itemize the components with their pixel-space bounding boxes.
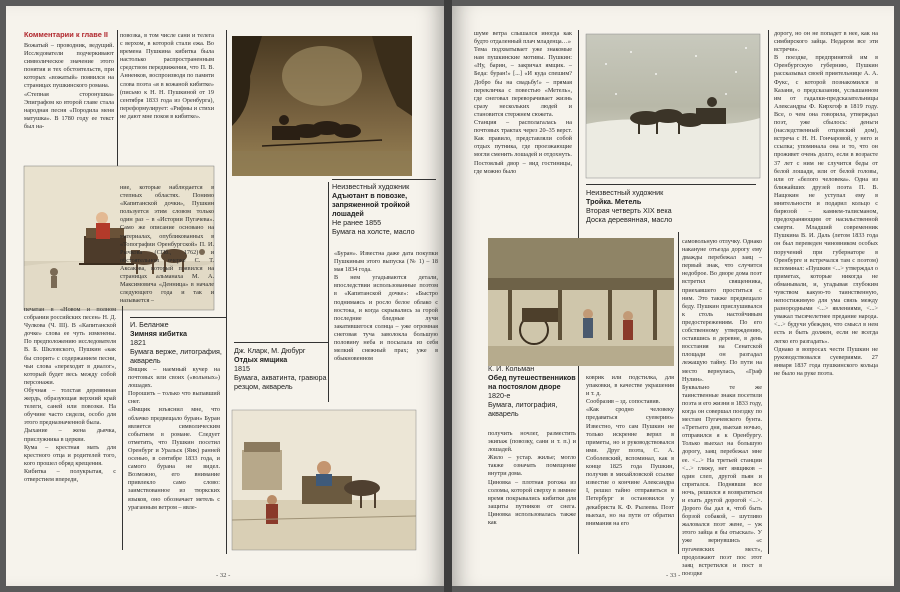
column-rule [768, 30, 769, 554]
right-col2 [586, 374, 674, 554]
left-col3-bottom [128, 366, 220, 554]
caption-technique: Доска деревянная, масло [586, 215, 673, 224]
illustration-coachman-rest [232, 410, 416, 550]
paragraph: Однако в вопросах чести Пушкин не руководствовался суевериями. 27 января 1837 года пушкинского кольца не было на руке поэта. [774, 345, 878, 377]
chapter-heading: Комментарии к главе II [24, 30, 108, 39]
paragraph: «Буран». Известна даже дата покупки Пушкиным этого выпуска (№ 1) – 18 мая 1834 года. [334, 250, 438, 274]
page-number: - 33 - [666, 572, 681, 579]
paragraph: Кибитка – полукрытая, с отверстием впереди, [24, 467, 116, 483]
left-col1-bottom [24, 306, 116, 556]
paragraph: Буквально те же таинственные знаки посетили поэта и его жизни в 1833 году, когда он совершал поездку по местам Пугачевского бунта. «Третьего дня, выехав ночью, отправился я к Оренбургу. Только выехал на большую дорогу, заяц перебежал мне ее. <...> На третьей станции <...> гляжу, нет ямщиков – один слеп, другой пьян и спрятался. Поднявши все ночь, решился я возвратиться и ехать другой дорогой <...>. Дорого бы дал я, чтоб быть борзой собакой, – шутливо жаловался поэт жене, – уж этого зайца я бы отыскал». У уже вернувшись «с пугачевских мест», продолжают поэт пос этот заяц встретился и пост в поездке [682, 383, 762, 577]
caption-author: И. Беланже [130, 320, 169, 329]
paragraph: Вожатый – проводник, ведущий. Исследователи подчеркивают символическое значение этого понятия и тех обстоятельств, при которых «вожатый» появился на страницах пушкинского романа. [24, 42, 114, 90]
caption-year: Не ранее 1855 [332, 218, 382, 227]
paragraph: печатан в «Новом и полном собрании российских песен» Н. Д. Чулкова (Ч. III). В «Капитанской дочке» слова ее чуть изменены. По предположению исследователя В. Б. Шкловского, Пушкин «как бы спорит» с содержанием песни, чьи слова «переходят в диалог», который будет весь между собой персонажи. [24, 306, 116, 386]
caption-title: Тройка. Метель [586, 197, 642, 206]
paragraph: «Как сродно человеку предаваться суеверию» Известно, что сам Пушкин не только искренне верил в приметы, но и руководствовался ими. Друг поэта, С. А. Соболевский, вспоминал, как в конце 1825 года Пушкин, получив в михайловской ссылке известие о кончине Александра I, решил тайно отправиться в Петербург и остановился у декабриста К. Ф. Рылеева. Поэт выехал, но на пути от обратил внимания на его [586, 406, 674, 527]
caption-author: К. И. Кольман [488, 364, 535, 373]
caption-rule [234, 342, 328, 343]
paragraph: «Ямщик изъяснил мне, что облачко предвещало буран» Буран является символическим событием в романе. Следует отметить, что Пушкин посетил Оренбург и Уральск (Яик) ранней осенью, в сентябре 1833 года, и самого бурана не видел. Возможно, его внимание привлекло само слово: заимствованное из тюркских языков, оно обозначает метель с ураганным ветром – явле- [128, 406, 220, 511]
right-col3 [682, 238, 762, 577]
right-page [452, 6, 894, 586]
illustration-troika-blizzard [586, 34, 760, 178]
caption-title: Зимняя кибитка [130, 329, 187, 338]
paragraph: В нем угадываются детали, впоследствии использованные поэтом в «Капитанской дочке»: «Быстро поднимаясь и росло белое облако с востока, и когда скрывались за горой последние бледные лучи закатившегося солнца – уже огромная снеговая туча заволокла большую половину неба и посылала из себя мелкий снежный прах; уже в обыкновенном [334, 274, 438, 363]
left-col2-top [120, 32, 214, 178]
caption-title: Обед путешественников на постоялом дворе [488, 373, 576, 391]
paragraph: Тема подхватывает уже знакомые нам пушкинские мотивы. Пушкин: «Ну, барин, – закричал ямщик. – Беда: буран!» [...] «И куда спешим? Добро бы на свадьбу!» – прямая перекличка с повестью «Метель», где снеговал переворачивает жизнь сразу нескольких людей и становится стержнем сюжета. [474, 46, 572, 118]
caption-technique: Бумага, акватинта, гравюра резцом, акварель [234, 373, 327, 391]
caption-dubourg [234, 346, 328, 391]
paragraph: «Степная сторонушка» Эпиграфом ко второй главе стала народная песня «Породила меня матушка». В 1780 году ее текст был на- [24, 90, 114, 130]
caption-author: Дж. Кларк, М. Дюбург [234, 346, 306, 355]
caption-kolman [488, 364, 580, 418]
caption-year: 1821 [130, 338, 146, 347]
caption-author: Неизвестный художник [586, 188, 664, 197]
caption-year: 1815 [234, 364, 250, 373]
caption-technique: Бумага, литография, акварель [488, 400, 558, 418]
page-number: - 32 - [216, 572, 231, 579]
caption-technique: Бумага верже, литография, акварель [130, 347, 222, 365]
caption-belanzhe [130, 320, 226, 365]
right-col1-top [474, 30, 572, 226]
right-col1-bottom [488, 430, 576, 554]
illustration-travellers-dinner [488, 238, 674, 366]
right-col4 [774, 30, 878, 554]
paragraph: Ямщик – наемный кучер на почтовых или своих («вольных») лошадях. [128, 366, 220, 390]
left-col2-mid [120, 184, 214, 320]
caption-adjutant [332, 182, 436, 236]
paragraph: Станция – располагалась на почтовых трактах через 20–35 верст. Как правило, представляли собой отдых путника, где проезжающие могли сменить лошадей и отдохнуть. [474, 119, 572, 159]
caption-rule [130, 317, 226, 318]
paragraph: коврик или подстилка, для упаковки, в качестве украшения и т. д. [586, 374, 674, 398]
book-gutter [444, 0, 452, 592]
paragraph: Порошить – только что выпавший снег. [128, 390, 220, 406]
caption-title: Адъютант в повозке, запряженной тройкой лошадей [332, 191, 410, 218]
paragraph: Циновка – плотная рогожа из соломы, которой сверху в зимнее время покрывались кибитки для защиты путников от снега. Циновка использовалась также как [488, 478, 576, 527]
paragraph: Кума – крестная мать для крестного отца и родителей того, кого прошел обряд крещения. [24, 443, 116, 467]
caption-author: Неизвестный художник [332, 182, 410, 191]
paragraph: Сообразив – зд. сопоставив. [586, 398, 661, 406]
column-rule [117, 30, 118, 182]
caption-rule [332, 179, 436, 180]
paragraph: Обучная – толстая деревянная жердь, образующая верхний край телеги, саней или повозки. На обучине часто сидели, особо для этого предназначенной была. [24, 386, 116, 427]
caption-year: 1820-е [488, 391, 511, 400]
paragraph: ние, которые наблюдается в степных областях. Понимо «Капитанской дочки», Пушкин пользуется этим словом только один раз – в «Истории Пугачева». Само же описание основано на материалах, опубликованных в «Топографии Оренбургской» П. И. Рычкова (СПб., 1762) и обстоятельном очерке С. Т. Аксакова, который появился на страницах альманаха М. А. Максимовича «Денница» в начале следующего года и так и называется – [120, 184, 214, 305]
column-rule [226, 30, 227, 554]
illustration-adjutant [232, 36, 412, 176]
left-col4 [334, 250, 438, 406]
paragraph: шуме ветра слышался иногда как будто отдаленный плач младенца…» [474, 30, 572, 46]
caption-troika [586, 188, 756, 224]
paragraph: самовольную отлучку. Однако накануне отъезда дорогу ему дважды перебежал заяц – первый знак, что случится недоброе. Во дворе дома поэт встретил священника, приехавшего проститься с ним. Это также предвещало беду. Пушкин прислушивался к столь настойчивым предостережениям. По его собственному утверждению, оставшись в деревне, в день восстания на Сенатской площади он разгадал лежащую тайну. По пути на место вернулась, «Граф Нулин». [682, 238, 762, 383]
column-rule [122, 306, 123, 550]
left-col1-top [24, 30, 114, 178]
paragraph: Дыхание – жена дьячка, прислужника в церкви. [24, 427, 116, 443]
paragraph: повозка, в том числе сани и телега с верхом, в которой стали ежа. Во времена Пушкина кибитка была настолько распространенным средством передвижения, что П. В. Анненков, воспроизводя по памяти слова поэта «я в кожаной кибитке» (письмо к Н. Н. Пушкиной от 19 сентября 1833 года из Оренбурга), переформулирует: «Рифмы и стихи не дают мне покоя в кибитке». [120, 32, 214, 120]
paragraph: В поездке, предпринятой им в Оренбургскую губернию, Пушкин рассказывал своей приятельнице А. А. Фукс, с которой познакомился в Казани, о предсказании, услышанном им от гадалки-предсказательницы Александры Ф. Кирхгоф в 1819 году. Все, о чем она говорила, утверждал поэт, уже сбылось: деньги (наследственный отцовский дом), встреча с Н. Н. Гончаровой, у него и ссылка; упоминала она и то, что он проживет очень долго, если в возрасте 37 лет с ним не случится беды от белой лошади, или от белой головы, или от «белого человека». Одна из ближайших друзей поэта П. В. Нащокин не уступал ему в мнительности и подарил кольцо с бирюзой – камнем-талисманом, предохраняющим от насильственной смерти. Младший современник Пушкина В. И. Даль (летом 1833 года он был переведен чиновником особых поручений при губернаторе в Оренбурге и встречался там с поэтом) вспоминал: «Пушкин <...> утверждал о приметах, которые никогда не обманывали, и, угадывая глубоким чувством какую-то таинственную, непостижимую для ума связь между разнородными <...> явлениями, <...> уважал тысячелетнее предание народа. <...> будучи убежден, что смысл в нем есть и быть должен, если не всегда легко его разгадать». [774, 54, 878, 345]
left-page [6, 6, 444, 586]
paragraph: получить ночлег, разместить экипаж (повозку, сани и т. п.) и лошадей. [488, 430, 576, 454]
caption-technique: Бумага на холсте, масло [332, 227, 415, 236]
paragraph: Жило – устар. жилье; могло также означать помещение внутри дома. [488, 454, 576, 478]
caption-rule [586, 184, 756, 185]
column-rule [678, 232, 679, 554]
paragraph: дорогу, но он не попадет в нее, как на симбирского зайца. Недаром все эти встречи». [774, 30, 878, 54]
caption-title: Отдых ямщика [234, 355, 288, 364]
paragraph: Постоялый двор – вид гостиницы, где можно было [474, 159, 572, 175]
caption-year: Вторая четверть XIX века [586, 206, 672, 215]
column-rule [328, 182, 329, 402]
